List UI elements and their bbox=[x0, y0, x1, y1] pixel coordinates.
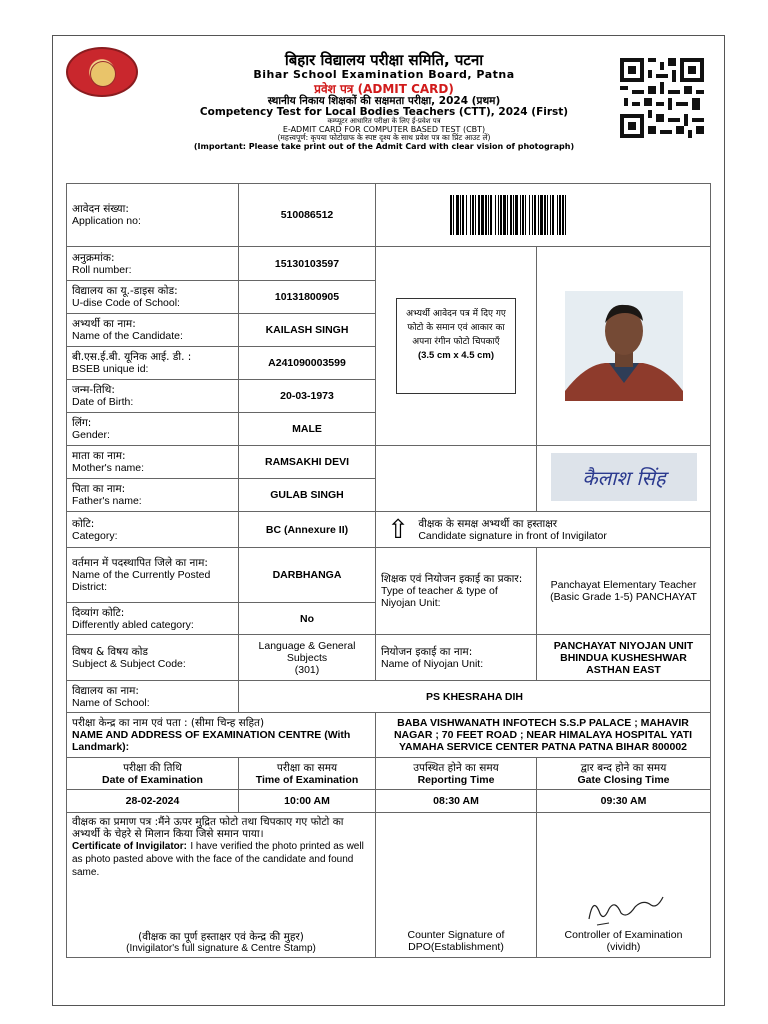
disabled-value: No bbox=[239, 603, 376, 635]
barcode-bar bbox=[472, 195, 474, 235]
niyojan-label: नियोजन इकाई का नाम: Name of Niyojan Unit: bbox=[376, 635, 537, 681]
important-note-hindi: (महत्त्वपूर्ण: कृपया फोटोग्राफ के स्पष्ट दृश्य के साथ प्रवेश पत्र का प्रिंट आउट लें) bbox=[277, 133, 491, 142]
niyojan-value: PANCHAYAT NIYOJAN UNIT BHINDUA KUSHESHWAR ASTHAN EAST bbox=[537, 635, 711, 681]
board-name-english: Bihar School Examination Board, Patna bbox=[253, 68, 515, 81]
barcode-bar bbox=[559, 195, 561, 235]
barcode-bar bbox=[550, 195, 551, 235]
teacher-type-label: शिक्षक एवं नियोजन इकाई का प्रकार: Type of teacher & type of Niyojan Unit: bbox=[376, 548, 537, 635]
barcode bbox=[450, 195, 636, 235]
dob-label: जन्म-तिथि: Date of Birth: bbox=[67, 380, 239, 413]
cbt-note-english: E-ADMIT CARD FOR COMPUTER BASED TEST (CBT) bbox=[282, 125, 486, 134]
invigilator-signature-caption: (वीक्षक का पूर्ण हस्ताक्षर एवं केन्द्र की मुहर) (Invigilator's full signature & Centre Stamp) bbox=[126, 931, 316, 954]
signature-caption-cell bbox=[376, 512, 711, 548]
photo-note-cell bbox=[376, 247, 537, 446]
barcode-bar bbox=[529, 195, 530, 235]
roll-number-label: अनुक्रमांक: Roll number: bbox=[67, 247, 239, 281]
centre-label: परीक्षा केन्द्र का नाम एवं पता : (सीमा चिन्ह सहित) NAME AND ADDRESS OF EXAMINATION CENTRE (With Landmark): bbox=[67, 713, 376, 758]
cbt-note-hindi: कम्प्यूटर आधारित परीक्षा के लिए ई-प्रवेश पत्र bbox=[327, 117, 441, 125]
barcode-bar bbox=[552, 195, 554, 235]
reporting-time-value: 08:30 AM bbox=[376, 790, 537, 813]
exam-title-hindi: स्थानीय निकाय शिक्षकों की सक्षमता परीक्षा, 2024 (प्रथम) bbox=[267, 95, 501, 107]
category-value: BC (Annexure II) bbox=[239, 512, 376, 548]
mother-value: RAMSAKHI DEVI bbox=[239, 446, 376, 479]
exam-title-english: Competency Test for Local Bodies Teachers (CTT), 2024 (First) bbox=[199, 106, 569, 118]
controller-signature-cell: Controller of Examination (vividh) bbox=[537, 813, 711, 958]
barcode-bar bbox=[525, 195, 526, 235]
disabled-label: दिव्यांग कोटि: Differently abled category: bbox=[67, 603, 239, 635]
teacher-type-value: Panchayat Elementary Teacher (Basic Grade 1-5) PANCHAYAT bbox=[537, 548, 711, 635]
barcode-bar bbox=[510, 195, 512, 235]
barcode-cell bbox=[376, 184, 711, 247]
barcode-bar bbox=[470, 195, 471, 235]
signature-caption: वीक्षक के समक्ष अभ्यर्थी का हस्ताक्षर Candidate signature in front of Invigilator bbox=[418, 517, 607, 542]
school-value: PS KHESRAHA DIH bbox=[239, 681, 711, 713]
barcode-bar bbox=[450, 195, 452, 235]
bseb-id-value: A241090003599 bbox=[239, 347, 376, 380]
signature-scribble: कैलाश सिंह bbox=[581, 466, 666, 490]
application-no-value: 510086512 bbox=[239, 184, 376, 247]
father-value: GULAB SINGH bbox=[239, 479, 376, 512]
barcode-bar bbox=[503, 195, 506, 235]
admit-card-table bbox=[66, 183, 711, 958]
district-value: DARBHANGA bbox=[239, 548, 376, 603]
barcode-bar bbox=[498, 195, 499, 235]
bseb-id-label: बी.एस.ई.बी. यूनिक आई. डी. : BSEB unique id: bbox=[67, 347, 239, 380]
invigilator-certificate bbox=[67, 813, 376, 958]
exam-time-header: परीक्षा का समय Time of Examination bbox=[239, 758, 376, 790]
barcode-bar bbox=[500, 195, 502, 235]
gate-closing-header: द्वार बन्द होने का समय Gate Closing Time bbox=[537, 758, 711, 790]
barcode-bar bbox=[507, 195, 508, 235]
admit-card-title: प्रवेश पत्र (ADMIT CARD) bbox=[314, 82, 454, 96]
barcode-bar bbox=[522, 195, 524, 235]
photo-paste-box bbox=[396, 298, 516, 394]
subject-value: Language & General Subjects (301) bbox=[239, 635, 376, 681]
barcode-bar bbox=[481, 195, 484, 235]
reporting-time-header: उपस्थित होने का समय Reporting Time bbox=[376, 758, 537, 790]
barcode-bar bbox=[466, 195, 467, 235]
barcode-bar bbox=[488, 195, 489, 235]
exam-time-value: 10:00 AM bbox=[239, 790, 376, 813]
dob-value: 20-03-1973 bbox=[239, 380, 376, 413]
candidate-signature bbox=[551, 453, 697, 501]
counter-signature-cell: Counter Signature of DPO(Establishment) bbox=[376, 813, 537, 958]
udise-value: 10131800905 bbox=[239, 281, 376, 314]
photo-size-text: (3.5 cm x 4.5 cm) bbox=[417, 350, 495, 361]
photo-cell bbox=[537, 247, 711, 446]
board-name-hindi: बिहार विद्यालय परीक्षा समिति, पटना bbox=[284, 51, 484, 69]
barcode-bar bbox=[453, 195, 454, 235]
signature-cell bbox=[537, 446, 711, 512]
barcode-bar bbox=[460, 195, 461, 235]
barcode-bar bbox=[547, 195, 548, 235]
barcode-bar bbox=[456, 195, 459, 235]
barcode-bar bbox=[557, 195, 558, 235]
barcode-bar bbox=[475, 195, 476, 235]
exam-date-value: 28-02-2024 bbox=[67, 790, 239, 813]
candidate-photo bbox=[565, 291, 683, 401]
district-label: वर्तमान में पदस्थापित जिले का नाम: Name of the Currently Posted District: bbox=[67, 548, 239, 603]
photo-note-text: अभ्यर्थी आवेदन पत्र में दिए गए फोटो के समान एवं आकार का अपना रंगीन फोटो चिपकाएँ bbox=[406, 309, 506, 347]
certificate-title: Certificate of Invigilator: bbox=[72, 841, 188, 852]
important-note-english: (Important: Please take print out of the Admit Card with clear vision of photograph) bbox=[193, 142, 575, 151]
signature-blank-cell bbox=[376, 446, 537, 512]
subject-label: विषय & विषय कोड Subject & Subject Code: bbox=[67, 635, 239, 681]
candidate-name-label: अभ्यर्थी का नाम: Name of the Candidate: bbox=[67, 314, 239, 347]
roll-number-value: 15130103597 bbox=[239, 247, 376, 281]
gate-closing-value: 09:30 AM bbox=[537, 790, 711, 813]
certificate-body: I have verified the photo printed as well as photo pasted above with the face of the candidate and found same. bbox=[72, 841, 364, 878]
barcode-bar bbox=[513, 195, 514, 235]
category-label: कोटि: Category: bbox=[67, 512, 239, 548]
centre-value: BABA VISHWANATH INFOTECH S.S.P PALACE ; MAHAVIR NAGAR ; 70 FEET ROAD ; NEAR HIMALAYA HOSPITAL YATI YAMAHA SERVICE CENTER PATNA PATNA BIHAR 800002 bbox=[376, 713, 711, 758]
controller-signature-scribble bbox=[579, 889, 669, 929]
application-no-label: आवेदन संख्या: Application no: bbox=[67, 184, 239, 247]
candidate-name-value: KAILASH SINGH bbox=[239, 314, 376, 347]
barcode-bar bbox=[462, 195, 464, 235]
gender-value: MALE bbox=[239, 413, 376, 446]
barcode-bar bbox=[534, 195, 536, 235]
exam-date-header: परीक्षा की तिथि Date of Examination bbox=[67, 758, 239, 790]
gender-label: लिंग: Gender: bbox=[67, 413, 239, 446]
barcode-bar bbox=[565, 195, 566, 235]
up-arrow-icon: ⇧ bbox=[387, 514, 409, 545]
barcode-bar bbox=[485, 195, 487, 235]
barcode-bar bbox=[515, 195, 518, 235]
school-label: विद्यालय का नाम: Name of School: bbox=[67, 681, 239, 713]
barcode-bar bbox=[520, 195, 521, 235]
barcode-bar bbox=[490, 195, 492, 235]
barcode-bar bbox=[540, 195, 543, 235]
barcode-bar bbox=[532, 195, 533, 235]
barcode-bar bbox=[544, 195, 546, 235]
certificate-hindi: वीक्षक का प्रमाण पत्र :मैंने ऊपर मुद्रित फोटो तथा चिपकाए गए फोटो का अभ्यर्थी के चेहरे से मिलान किया जिसे समान पाया। bbox=[72, 816, 344, 840]
father-label: पिता का नाम: Father's name: bbox=[67, 479, 239, 512]
mother-label: माता का नाम: Mother's name: bbox=[67, 446, 239, 479]
qr-code bbox=[620, 58, 704, 138]
barcode-bar bbox=[538, 195, 539, 235]
barcode-bar bbox=[478, 195, 480, 235]
barcode-bar bbox=[495, 195, 496, 235]
udise-label: विद्यालय का यू.-डाइस कोड: U-dise Code of School: bbox=[67, 281, 239, 314]
barcode-bar bbox=[562, 195, 564, 235]
